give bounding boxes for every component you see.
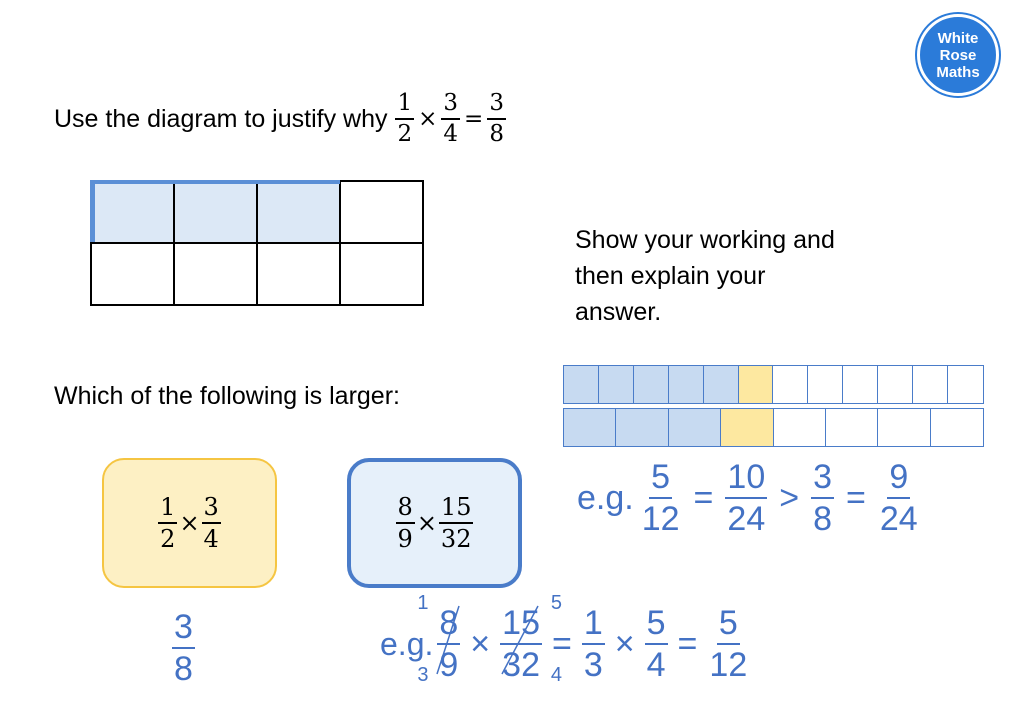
answer-a-denominator: 8 bbox=[174, 650, 193, 688]
bar-cell bbox=[773, 366, 808, 403]
equals-sign: = bbox=[551, 624, 572, 663]
bar-model-twelfths bbox=[563, 365, 984, 404]
question1 bbox=[54, 92, 506, 146]
fraction-8-9-cancelled: $\frac{8}{9}$ bbox=[439, 604, 459, 684]
bar-cell bbox=[669, 366, 704, 403]
bar-cell bbox=[739, 366, 774, 403]
cancel-stroke bbox=[433, 602, 463, 678]
cancel-bottom-right: 4 bbox=[550, 664, 562, 686]
equals-sign: = bbox=[693, 478, 714, 517]
fraction-three-eighths: $\frac{3}{8}$ bbox=[489, 90, 504, 147]
bar-cell bbox=[721, 409, 773, 446]
cancel-bottom-left: 3 bbox=[417, 664, 429, 686]
times-sign: × bbox=[418, 106, 438, 132]
bar-model-eighths bbox=[563, 408, 984, 447]
instruction-line3: answer. bbox=[575, 298, 662, 326]
fraction-5-4: $\frac{5}{4}$ bbox=[646, 604, 666, 684]
grid-cell bbox=[257, 243, 340, 305]
greater-than-sign: > bbox=[779, 478, 800, 517]
option-a-fraction2: $\frac{3}{4}$ bbox=[203, 493, 219, 553]
equals-sign: = bbox=[464, 106, 484, 132]
bar-cell bbox=[878, 366, 913, 403]
cancel-top-left: 1 bbox=[417, 592, 429, 614]
bar-cell bbox=[878, 409, 930, 446]
bar-cell bbox=[634, 366, 669, 403]
instruction bbox=[575, 222, 835, 330]
bar-cell bbox=[564, 366, 599, 403]
answer-fraction-9-24: $\frac{9}{24}$ bbox=[879, 458, 918, 538]
bar-cell bbox=[843, 366, 878, 403]
equals-sign: = bbox=[677, 624, 698, 663]
bar-cell bbox=[931, 409, 983, 446]
grid-cell bbox=[91, 243, 174, 305]
bar-cell bbox=[669, 409, 721, 446]
answer-fraction-3-8: $\frac{3}{8}$ bbox=[813, 458, 833, 538]
cancel-stroke bbox=[498, 602, 542, 678]
equals-sign: = bbox=[846, 478, 866, 517]
grid-cell bbox=[340, 243, 423, 305]
question1-prompt: Use the diagram to justify why bbox=[54, 105, 388, 133]
bar-cell bbox=[808, 366, 843, 403]
fraction-15-32-cancelled: $\frac{15}{32}$ bbox=[502, 604, 540, 684]
times-sign: × bbox=[470, 624, 491, 663]
bar-cell bbox=[826, 409, 878, 446]
bar-cell bbox=[616, 409, 668, 446]
fraction-1-3: $\frac{1}{3}$ bbox=[583, 604, 603, 684]
option-b-card[interactable] bbox=[347, 458, 522, 588]
shading-top-line bbox=[90, 180, 340, 184]
answer-fraction-10-24: $\frac{10}{24}$ bbox=[727, 458, 766, 538]
logo-line2: Rose bbox=[939, 46, 977, 64]
fraction-three-quarters: $\frac{3}{4}$ bbox=[443, 90, 459, 147]
question2-prompt: Which of the following is larger: bbox=[54, 382, 400, 410]
bar-cell bbox=[948, 366, 983, 403]
option-b-fraction2: $\frac{15}{32}$ bbox=[440, 493, 472, 553]
times-sign: × bbox=[179, 509, 200, 537]
bar-cell bbox=[599, 366, 634, 403]
bar-cell bbox=[913, 366, 948, 403]
bar-cell bbox=[704, 366, 739, 403]
fraction-grid bbox=[90, 180, 424, 306]
white-rose-maths-logo bbox=[917, 14, 999, 96]
instruction-line2: then explain your bbox=[575, 262, 766, 290]
option-b-fraction1: $\frac{8}{9}$ bbox=[397, 493, 413, 553]
option-a-fraction1: $\frac{1}{2}$ bbox=[160, 493, 176, 553]
fraction-half: $\frac{1}{2}$ bbox=[397, 90, 413, 147]
option-a-card[interactable] bbox=[102, 458, 277, 588]
grid-cell bbox=[91, 181, 174, 243]
answer-simplification bbox=[380, 592, 749, 686]
answer-fraction-5-12: $\frac{5}{12}$ bbox=[641, 458, 680, 538]
eg-label: e.g. bbox=[577, 478, 634, 517]
grid-cell bbox=[257, 181, 340, 243]
bar-cell bbox=[564, 409, 616, 446]
grid-cell bbox=[174, 181, 257, 243]
cancel-top-right: 5 bbox=[550, 592, 562, 614]
shading-left-line bbox=[90, 180, 95, 242]
eg-label: e.g. bbox=[380, 625, 434, 662]
answer-a bbox=[172, 610, 195, 686]
times-sign: × bbox=[614, 624, 635, 663]
grid-cell bbox=[340, 181, 423, 243]
instruction-line1: Show your working and bbox=[575, 226, 835, 254]
fraction-5-12: $\frac{5}{12}$ bbox=[709, 604, 748, 684]
answer-comparison bbox=[577, 460, 920, 536]
logo-line3: Maths bbox=[936, 63, 980, 81]
times-sign: × bbox=[416, 509, 437, 537]
bar-cell bbox=[774, 409, 826, 446]
answer-a-numerator: 3 bbox=[172, 610, 195, 649]
logo-line1: White bbox=[937, 29, 979, 47]
grid-cell bbox=[174, 243, 257, 305]
